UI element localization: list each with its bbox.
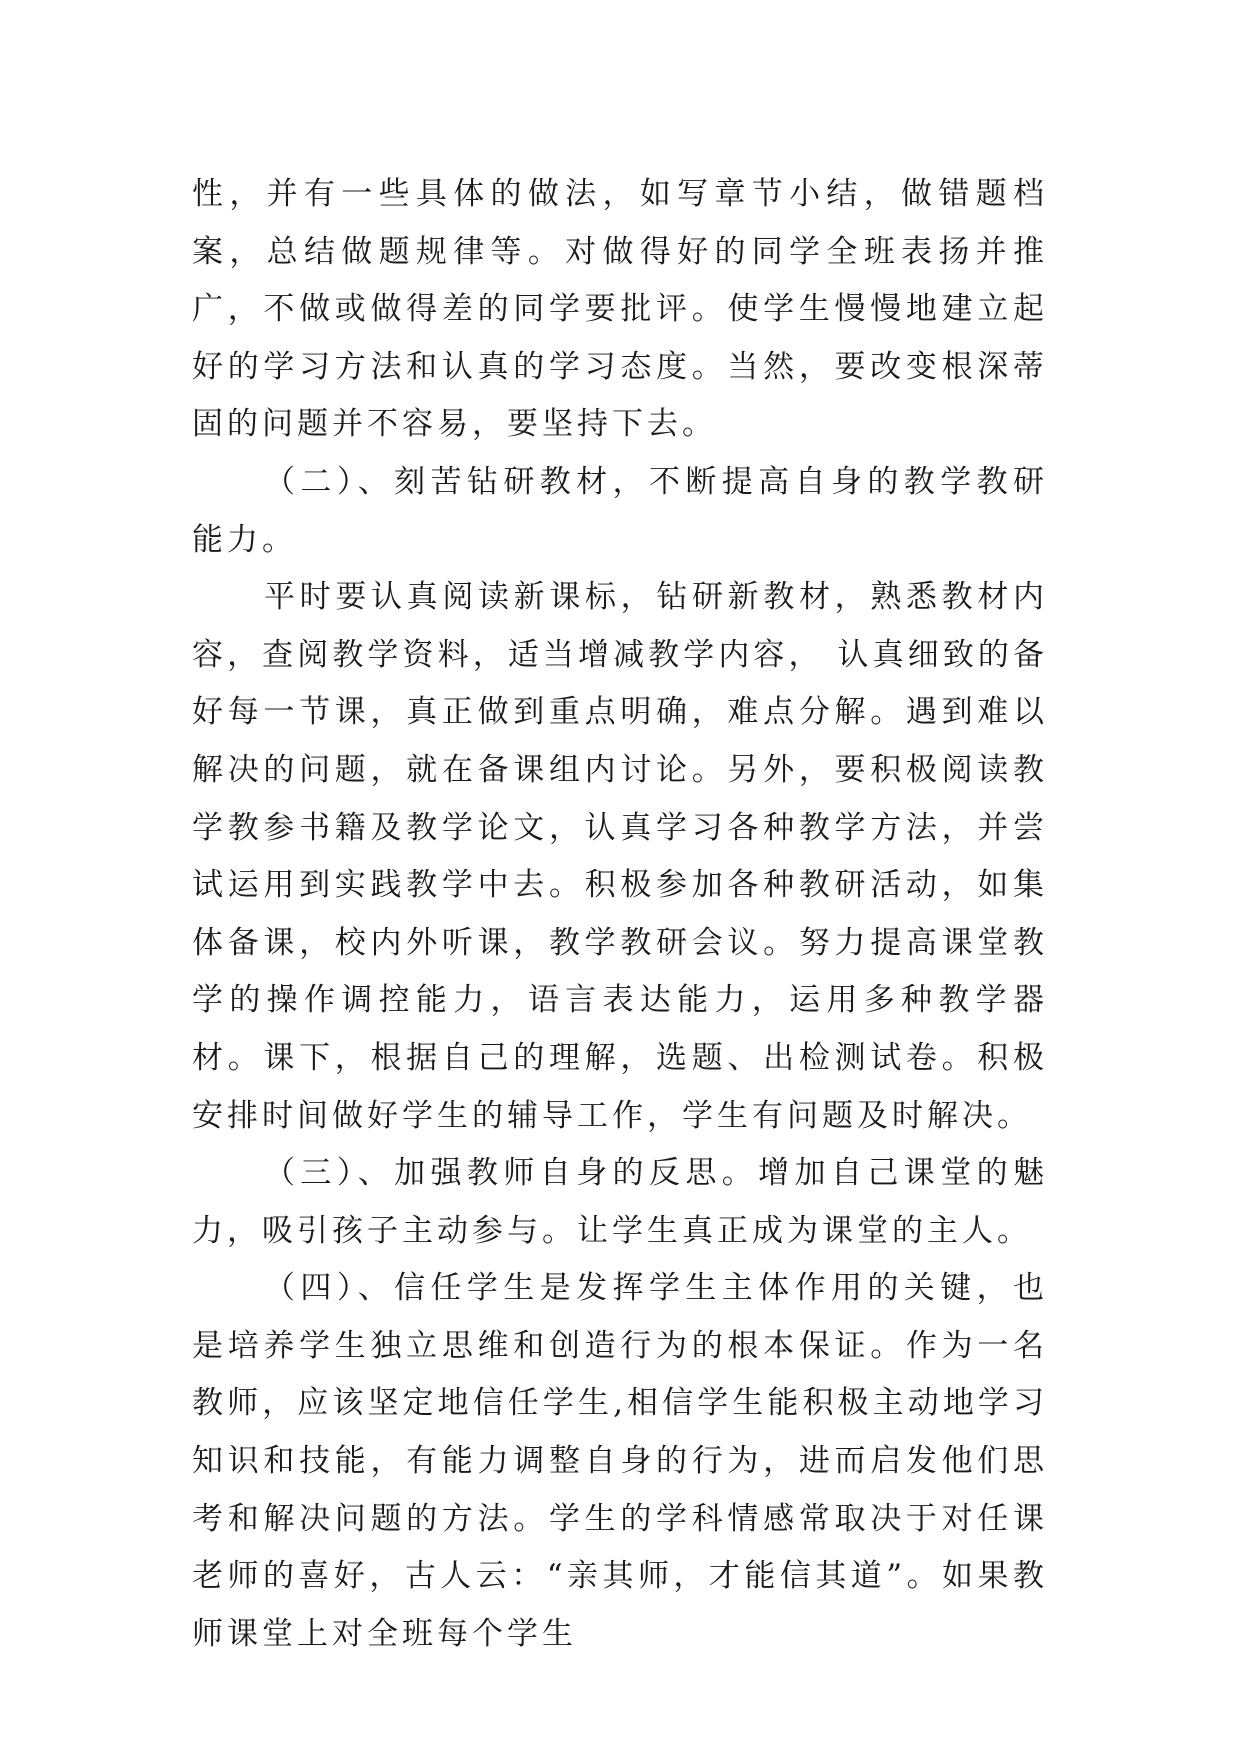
paragraph-continuation: 性，并有一些具体的做法，如写章节小结，做错题档案，总结做题规律等。对做得好的同学全班表扬并推广，不做或做得差的同学要批评。使学生慢慢地建立起好的学习方法和认真的学习态度。当然，要改变根深蒂固的问题并不容易，要坚持下去。	[192, 176, 1048, 443]
document-page	[192, 166, 1048, 1663]
section-heading-2: （二）、刻苦钻研教材，不断提高自身的教学教研能力。	[192, 463, 1048, 558]
paragraph-textbook-study: 平时要认真阅读新课标，钻研新教材，熟悉教材内容，查阅教学资料，适当增减教学内容， 认真细致的备好每一节课，真正做到重点明确，难点分解。遇到难以解决的问题，就在备课组内讨论。另外，要积极阅读教学教参书籍及教学论文，认真学习各种教学方法，并尝试运用到实践教学中去。积极参加各种教研活动，如集体备课，校内外听课，教学教研会议。努力提高课堂教学的操作调控能力，语言表达能力，运用多种教学器材。课下，根据自己的理解，选题、出检测试卷。积极安排时间做好学生的辅导工作，学生有问题及时解决。	[192, 579, 1048, 1134]
section-heading-4: （四）、信任学生是发挥学生主体作用的关键，也是培养学生独立思维和创造行为的根本保证。作为一名教师，应该坚定地信任学生,相信学生能积极主动地学习知识和技能，有能力调整自身的行为，进而启发他们思考和解决问题的方法。学生的学科情感常取决于对任课老师的喜好，古人云：“亲其师，才能信其道”。如果教师课堂上对全班每个学生	[192, 1270, 1048, 1652]
section-heading-3: （三）、加强教师自身的反思。增加自己课堂的魅力，吸引孩子主动参与。让学生真正成为课堂的主人。	[192, 1155, 1048, 1249]
